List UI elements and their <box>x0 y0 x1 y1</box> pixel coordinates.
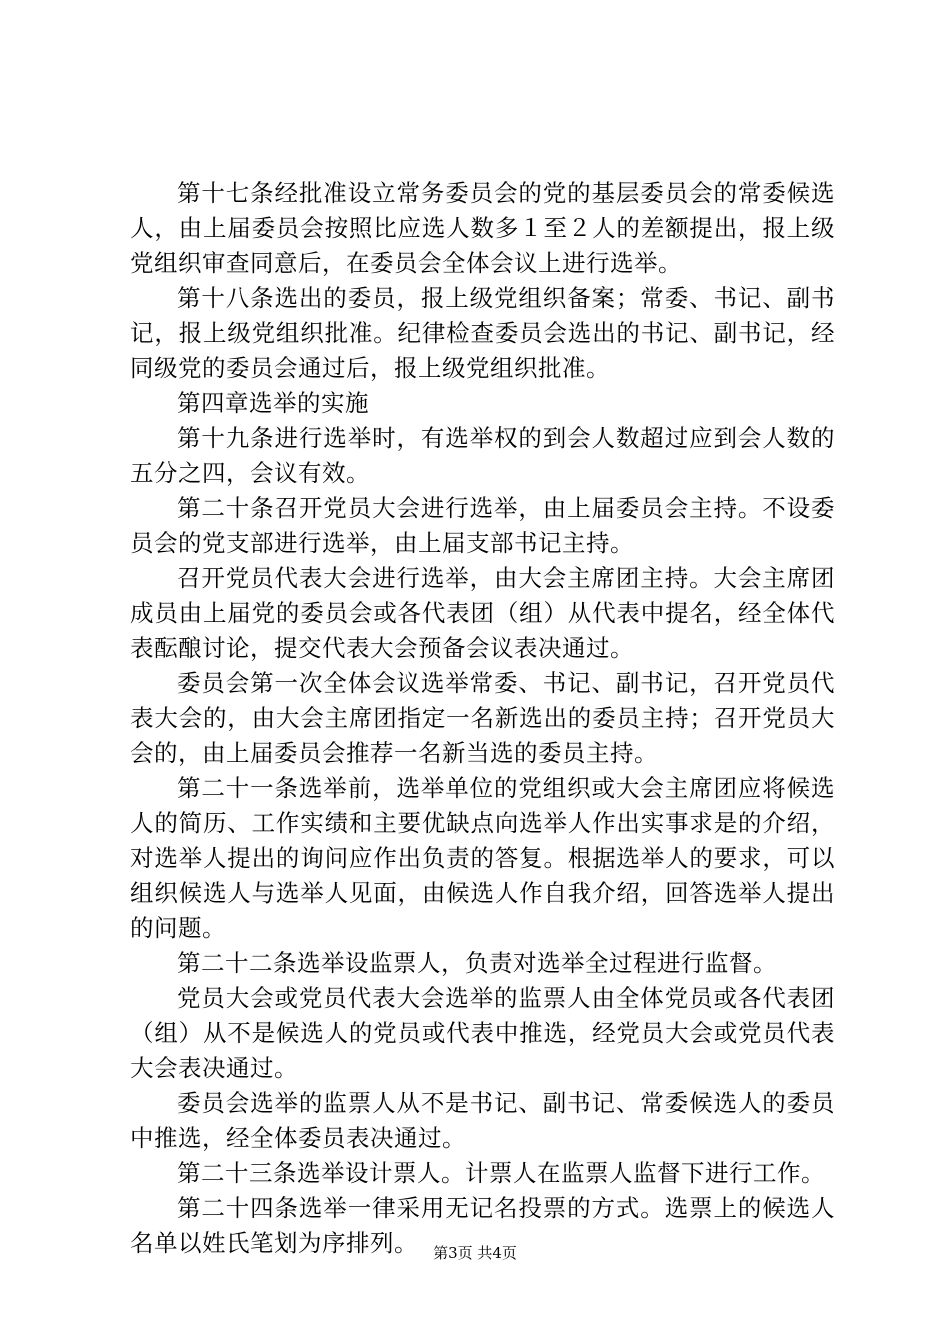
paragraph-article-22: 第二十二条选举设监票人，负责对选举全过程进行监督。 <box>177 949 777 977</box>
paragraph-article-19: 第十九条进行选举时，有选举权的到会人数超过应到会人数的五分之四，会议有效。 <box>130 424 835 487</box>
paragraph-article-20-delegates: 召开党员代表大会进行选举，由大会主席团主持。大会主席团成员由上届党的委员会或各代表团（组）从代表中提名，经全体代表酝酿讨论，提交代表大会预备会议表决通过。 <box>130 564 835 662</box>
chapter-heading: 第四章选举的实施 <box>177 389 369 417</box>
document-body <box>130 176 835 1261</box>
paragraph-article-20: 第二十条召开党员大会进行选举，由上届委员会主持。不设委员会的党支部进行选举，由上届支部书记主持。 <box>130 494 835 557</box>
paragraph-article-21: 第二十一条选举前，选举单位的党组织或大会主席团应将候选人的简历、工作实绩和主要优缺点向选举人作出实事求是的介绍，对选举人提出的询问应作出负责的答复。根据选举人的要求，可以组织候选人与选举人见面，由候选人作自我介绍，回答选举人提出的问题。 <box>130 774 835 942</box>
paragraph-article-20-committee: 委员会第一次全体会议选举常委、书记、副书记，召开党员代表大会的，由大会主席团指定一名新选出的委员主持；召开党员大会的，由上届委员会推荐一名新当选的委员主持。 <box>130 669 835 767</box>
paragraph-article-17: 第十七条经批准设立常务委员会的党的基层委员会的常委候选人，由上届委员会按照比应选人数多１至２人的差额提出，报上级党组织审查同意后，在委员会全体会议上进行选举。 <box>130 179 835 277</box>
paragraph-article-23: 第二十三条选举设计票人。计票人在监票人监督下进行工作。 <box>177 1159 825 1187</box>
paragraph-article-22-committee: 委员会选举的监票人从不是书记、副书记、常委候选人的委员中推选，经全体委员表决通过。 <box>130 1089 835 1152</box>
page-number-footer: 第3页 共4页 <box>433 1244 517 1262</box>
paragraph-article-24: 第二十四条选举一律采用无记名投票的方式。选票上的候选人名单以姓氏笔划为序排列。 <box>130 1194 835 1257</box>
paragraph-article-18: 第十八条选出的委员，报上级党组织备案；常委、书记、副书记，报上级党组织批准。纪律检查委员会选出的书记、副书记，经同级党的委员会通过后，报上级党组织批准。 <box>130 284 835 382</box>
paragraph-article-22-congress: 党员大会或党员代表大会选举的监票人由全体党员或各代表团（组）从不是候选人的党员或代表中推选，经党员大会或党员代表大会表决通过。 <box>130 984 835 1082</box>
